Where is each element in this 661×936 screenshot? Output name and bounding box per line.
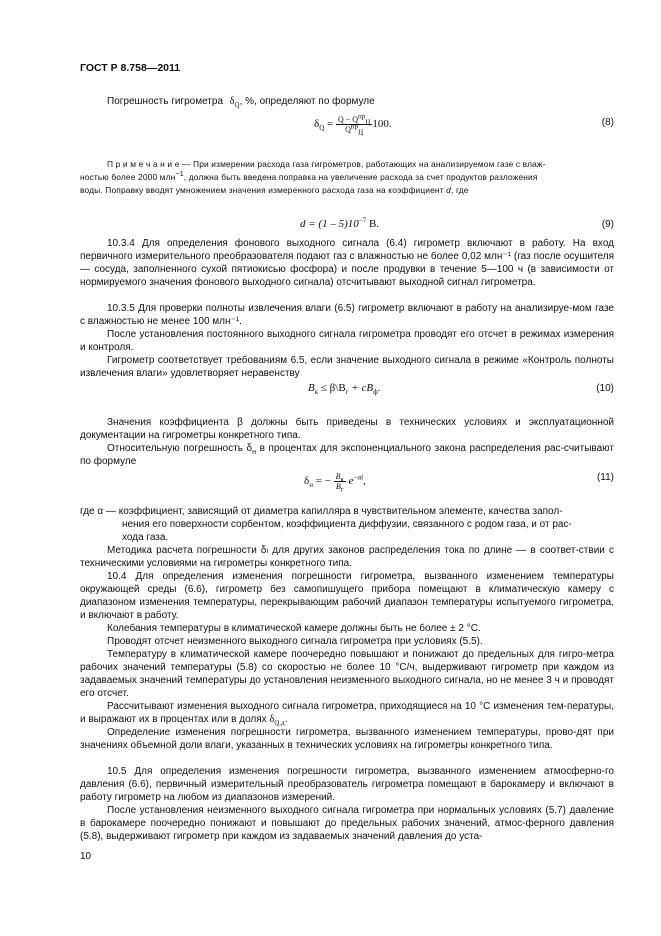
formula-8-fraction: $\frac{Q - Q^{пр}_Ц}{Q^{пр}_Ц}$ bbox=[337, 112, 371, 137]
text: , %, определяют по формуле bbox=[239, 96, 375, 107]
where-alpha-line-3: хода газа. bbox=[122, 532, 169, 543]
paragraph-after-normal: После установления неизменного выходного сигнала гигрометра при нормальных условиях (5.7) давление в барокамере поочередно понижают и повышают до предельных рабочих значений, атмос-ферного давления (5.8), выдерживают гигрометр при каждом из задаваемых значений давления до уста- bbox=[80, 805, 614, 842]
paragraph-relative-error: Относительную погрешность $\delta_н$ в процентах для экспоненциального закона распределения рас-считывают по формуле bbox=[80, 443, 615, 467]
paragraph-read-signal: Проводят отсчет неизменного выходного сигнала гигрометра при условиях (5.5). bbox=[107, 636, 483, 647]
formula-11: $\delta_н$ = − $\frac{B_к}{B_г}$ $e^{-\alpha l}$, bbox=[304, 472, 366, 494]
paragraph-10-3-5: 10.3.5 Для проверки полноты извлечения влаги (6.5) гигрометр включают в работу на анализируе-мом газе с влажностью не менее 100 млн⁻¹. bbox=[80, 303, 614, 327]
equation-number-8: (8) bbox=[601, 117, 614, 128]
equation-number-11: (11) bbox=[596, 472, 614, 483]
where-alpha-line-2: нения его поверхности сорбентом, коэффициента диффузии, связанного с родом газа, и от рас- bbox=[122, 519, 572, 530]
text: Погрешность гигрометра bbox=[107, 96, 224, 107]
paragraph-error-formula-intro bbox=[80, 95, 614, 108]
delta-symbol: $\delta_Q$ bbox=[229, 96, 240, 109]
paragraph-beta: Значения коэффициента β должны быть приведены в технических условиях и эксплуатационной документации на гигрометры конкретного типа. bbox=[80, 417, 614, 441]
paragraph-method: Методика расчета погрешности δₗ для других законов распределения тока по длине — в соответ-ствии с техническими условиями на гигрометры конкретного типа. bbox=[80, 545, 614, 569]
paragraph-10-5: 10.5 Для определения изменения погрешности гигрометра, вызванного изменением атмосферно-го давления (6.6), первичный измерительный преобразователь гигрометра помещают в барокамеру и включают в работу гигрометр на любом из диапазонов измерений. bbox=[80, 766, 614, 803]
page-number: 10 bbox=[80, 851, 92, 862]
formula-11-fraction: $\frac{B_к}{B_г}$ bbox=[335, 472, 344, 494]
note-line-3: воды. Поправку вводят умножением значения измеренного расхода газа на коэффициент d, где bbox=[80, 185, 469, 195]
document-header: ГОСТ Р 8.758—2011 bbox=[80, 62, 181, 74]
delta-symbol: $\delta_{Q.д}$ bbox=[269, 714, 285, 727]
paragraph-temperature-cycle: Температуру в климатической камере поочередно повышают и понижают до предельных для гигро-метра рабочих значений температуры (5.8) со скоростью не более 10 °С/ч, выдерживают гигрометр при каждом из задаваемых значений температуры до установления неизменного выходного сигнала, но не менее 3 ч и проводят его отсчет. bbox=[80, 649, 614, 699]
equation-number-9: (9) bbox=[601, 219, 614, 230]
formula-8: $\delta_Q$ = $\frac{Q - Q^{пр}_Ц}{Q^{пр}_Ц}$ 100. bbox=[314, 112, 392, 137]
formula-9: $d = (1 - 5)10^{-7}$ В. bbox=[300, 216, 380, 230]
paragraph-meets-requirements: Гигрометр соответствует требованиям 6.5, если значение выходного сигнала в режиме «Контроль полноты извлечения влаги» удовлетворяет неравенству bbox=[80, 355, 614, 379]
paragraph-calc-change: Рассчитывают изменения выходного сигнала гигрометра, приходящиеся на 10 °С изменения тем-пературы, и выражают их в процентах или в долях $\delta_{Q.д}$. bbox=[80, 701, 614, 727]
note-line-1: П р и м е ч а н и е — При измерении расхода газа гигрометров, работающих на анализируемом газе с влаж- bbox=[107, 159, 546, 169]
paragraph-determination: Определение изменения погрешности гигрометра, вызванного изменением температуры, прово-дят при значениях объемной доли влаги, указанных в технических условиях на гигрометры конкретного типа. bbox=[80, 727, 614, 751]
paragraph-10-4: 10.4 Для определения изменения погрешности гигрометра, вызванного изменением температуры окружающей среды (6.6), гигрометр без самопишущего прибора помещают в климатическую камеру с диапазоном изменения температуры, перекрывающим рабочий диапазон температуры испытуемого гигрометра, и включают в работу. bbox=[80, 571, 614, 621]
paragraph-after-steady: После установления постоянного выходного сигнала гигрометра проводят его отсчет в режимах измерения и контроля. bbox=[80, 329, 614, 353]
paragraph-10-3-4: 10.3.4 Для определения фонового выходного сигнала (6.4) гигрометр включают в работу. На вход первичного измерительного преобразователя подают газ с влажностью не более 0,02 млн⁻¹ (газ после осушителя — сосуда, заполненного сухой пятиокисью фосфора) и после продувки в течение 5—100 ч (в зависимости от нормируемого значения фонового выходного сигнала) отсчитывают выходной сигнал гигрометра. bbox=[80, 238, 614, 288]
where-alpha-line-1: где α — коэффициент, зависящий от диаметра капилляра в чувствительном элементе, качества запол- bbox=[80, 506, 563, 517]
equation-number-10: (10) bbox=[596, 383, 614, 394]
formula-10: $B_к$ ≤ $\beta\backslash B_г + cB_ф$. bbox=[308, 382, 381, 397]
paragraph-temperature-fluctuation: Колебания температуры в климатической камере должны быть не более ± 2 °С. bbox=[107, 623, 481, 634]
note-line-2: ностью более 2000 млн$^{-1}$, должна быть введена поправка на увеличение расхода за счет продуктов разложения bbox=[80, 171, 538, 182]
